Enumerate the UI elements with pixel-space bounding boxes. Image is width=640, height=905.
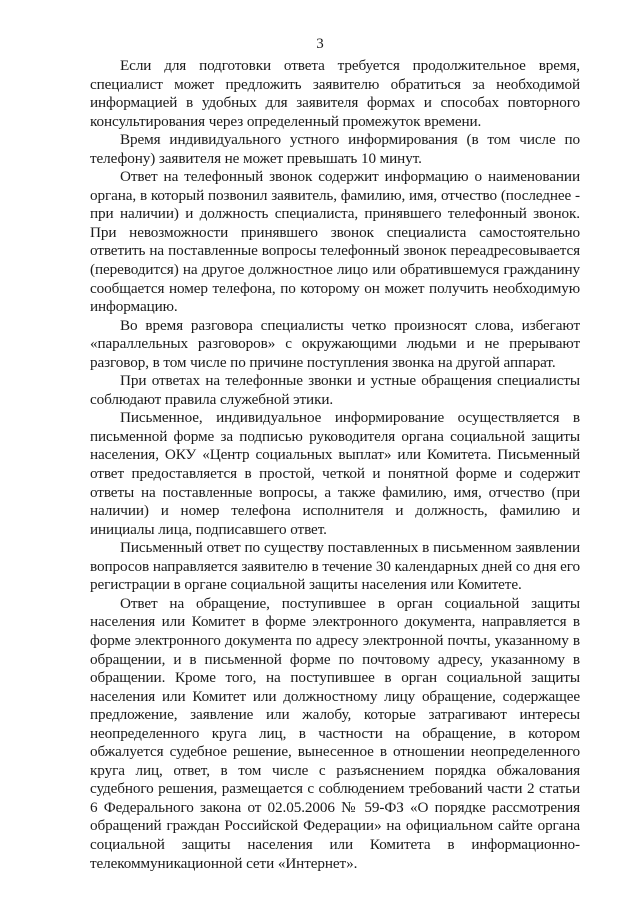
paragraph-phone-answer: Ответ на телефонный звонок содержит информацию о наименовании органа, в который позвонил заявитель, фамилию, имя, отчество (последнее - при наличии) и должность специалиста, принявшего телефонный звонок. При невозможности принявшего звонок специалиста самостоятельно ответить на поставленные вопросы телефонный звонок переадресовывается (переводится) на другое должностное лицо или обратившемуся гражданину сообщается номер телефона, по которому он может получить необходимую информацию. (90, 168, 580, 316)
paragraph-written-answer-deadline: Письменный ответ по существу поставленных в письменном заявлении вопросов направляется заявителю в течение 30 календарных дней со дня его регистрации в органе социальной защиты населения или Комитете. (90, 539, 580, 594)
paragraph-oral-duration: Время индивидуального устного информирования (в том числе по телефону) заявителя не может превышать 10 минут. (90, 131, 580, 167)
document-body (90, 57, 580, 873)
paragraph-electronic-answer: Ответ на обращение, поступившее в орган социальной защиты населения или Комитет в форме электронного документа, направляется в форме электронного документа по адресу электронной почты, указанному в обращении, и в письменной форме по почтовому адресу, указанному в обращении. Кроме того, на поступившее в орган социальной защиты населения или Комитет или должностному лицу обращение, содержащее предложение, заявление или жалобу, которые затрагивают интересы неопределенного круга лиц, в частности на обращение, в котором обжалуется судебное решение, вынесенное в отношении неопределенного круга лиц, ответ, в том числе с разъяснением порядка обжалования судебного решения, размещается с соблюдением требований части 2 статьи 6 Федерального закона от 02.05.2006 № 59-ФЗ «О порядке рассмотрения обращений граждан Российской Федерации» на официальном сайте органа социальной защиты населения или Комитета в информационно-телекоммуникационной сети «Интернет». (90, 594, 580, 872)
paragraph-written-informing: Письменное, индивидуальное информирование осуществляется в письменной форме за подписью руководителя органа социальной защиты населения, ОКУ «Центр социальных выплат» или Комитета. Письменный ответ предоставляется в простой, четкой и понятной форме и содержит ответы на поставленные вопросы, а также фамилию, имя, отчество (при наличии) и номер телефона исполнителя и должность, фамилию и инициалы лица, подписавшего ответ. (90, 409, 580, 538)
paragraph-conversation-rules: Во время разговора специалисты четко произносят слова, избегают «параллельных разговоров» с окружающими людьми и не прерывают разговор, в том числе по причине поступления звонка на другой аппарат. (90, 316, 580, 371)
page-number: 3 (316, 36, 324, 52)
paragraph-service-ethics: При ответах на телефонные звонки и устные обращения специалисты соблюдают правила служебной этики. (90, 372, 580, 408)
paragraph-response-time: Если для подготовки ответа требуется продолжительное время, специалист может предложить заявителю обратиться за необходимой информацией в удобных для заявителя формах и способах повторного консультирования через определенный промежуток времени. (90, 57, 580, 130)
